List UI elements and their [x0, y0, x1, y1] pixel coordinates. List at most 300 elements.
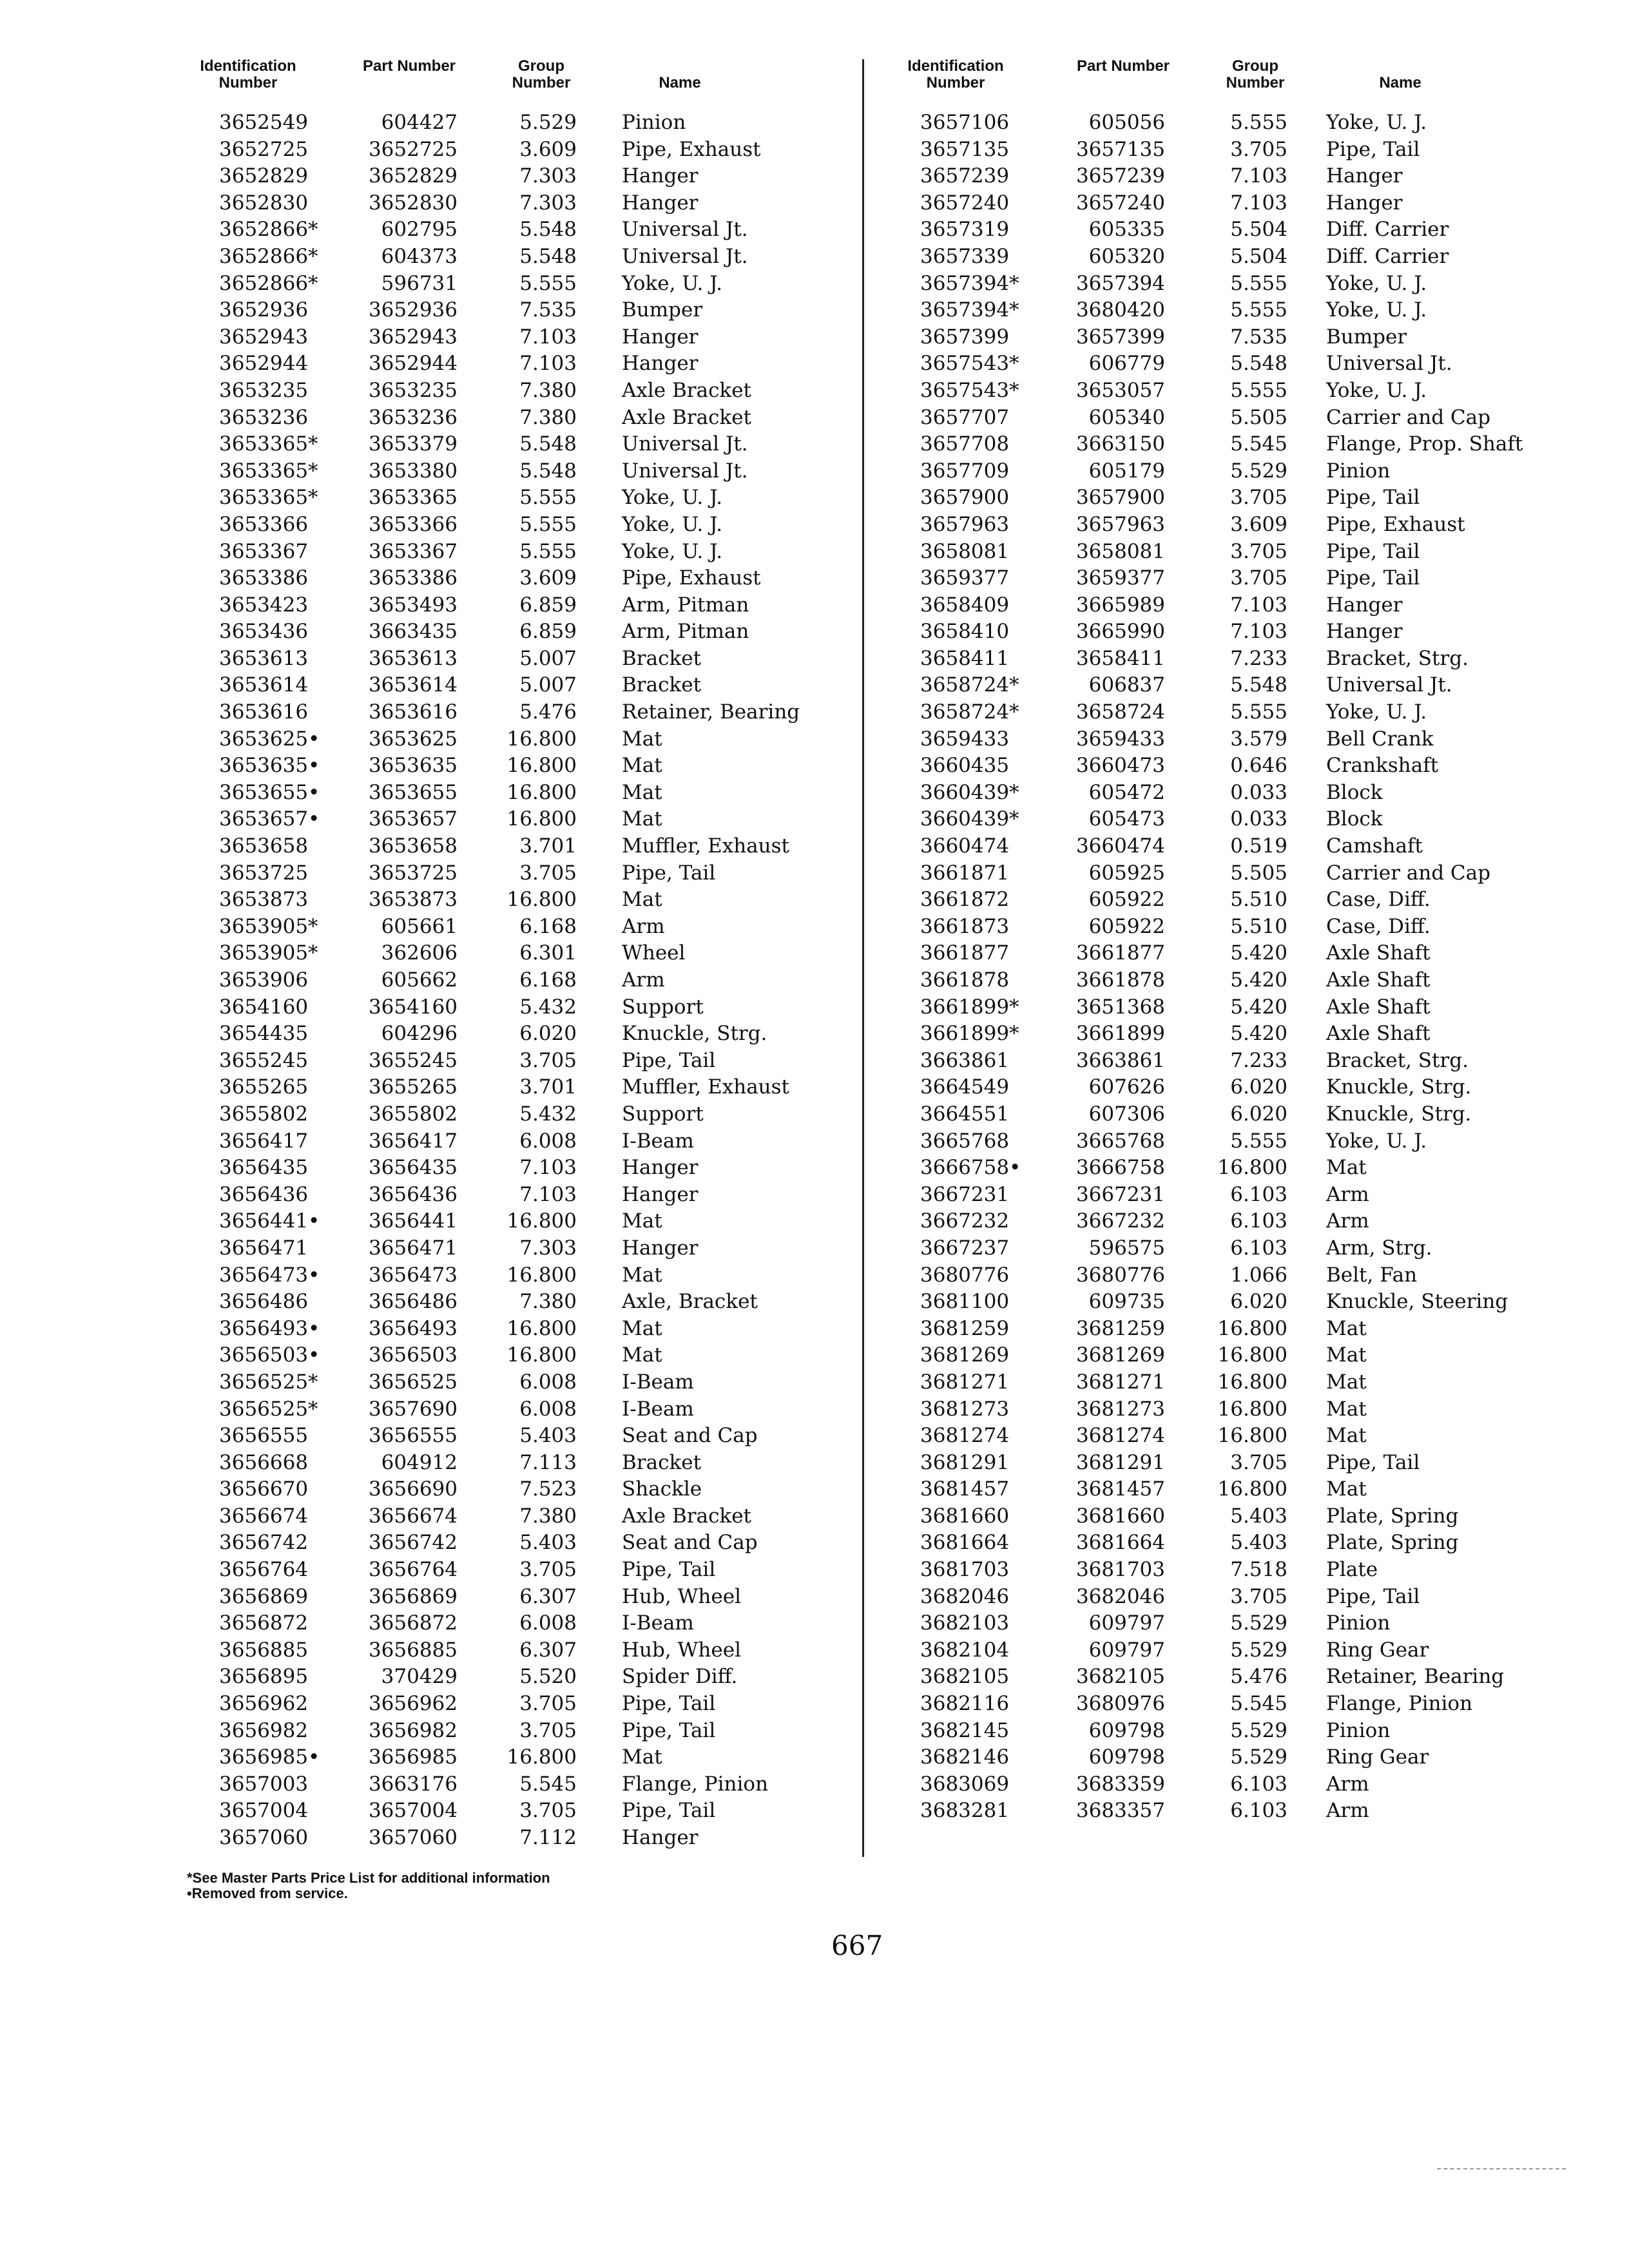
group-number-cell: 6.301 [519, 941, 577, 965]
identification-number-cell: 3653365* [219, 432, 318, 456]
part-name-cell: Seat and Cap [622, 1424, 758, 1448]
part-number-cell: 609797 [1088, 1638, 1165, 1662]
right-table-body [888, 110, 1552, 1825]
table-row [888, 1530, 1552, 1557]
identification-number-cell: 3661899* [920, 1022, 1019, 1046]
identification-number-cell: 3660474 [920, 834, 1010, 858]
group-number-cell: 7.303 [519, 191, 577, 215]
identification-number-cell: 3657707 [920, 405, 1010, 429]
group-number-cell: 3.705 [519, 1558, 577, 1582]
group-number-cell: 16.800 [506, 1343, 577, 1367]
identification-number-cell: 3657900 [920, 486, 1010, 510]
part-number-cell: 3656471 [368, 1236, 458, 1260]
identification-number-cell: 3680776 [920, 1263, 1010, 1287]
group-number-cell: 5.548 [519, 244, 577, 268]
part-name-cell: Bell Crank [1326, 727, 1434, 751]
part-name-cell: Hanger [622, 325, 699, 349]
part-name-cell: Case, Diff. [1326, 888, 1431, 912]
identification-number-cell: 3652866* [219, 218, 318, 242]
part-number-cell: 3657394 [1075, 271, 1165, 295]
identification-number-cell: 3656668 [219, 1450, 309, 1474]
group-number-cell: 7.103 [1230, 593, 1287, 617]
identification-number-cell: 3683069 [920, 1772, 1010, 1796]
identification-number-cell: 3656674 [219, 1504, 309, 1528]
part-name-cell: Ring Gear [1326, 1745, 1429, 1769]
identification-number-cell: 3653614 [219, 673, 309, 697]
part-name-cell: Axle Shaft [1326, 941, 1431, 965]
table-row [187, 405, 834, 432]
part-name-cell: Support [622, 1102, 704, 1126]
part-name-cell: Pipe, Exhaust [622, 566, 761, 590]
part-name-cell: I-Beam [622, 1370, 694, 1394]
part-number-cell: 3657135 [1075, 137, 1165, 161]
part-number-cell: 3653635 [368, 754, 458, 778]
table-row [187, 297, 834, 324]
identification-number-cell: 3657394* [920, 271, 1019, 295]
identification-number-cell: 3681660 [920, 1504, 1010, 1528]
identification-number-cell: 3657394* [920, 298, 1019, 322]
identification-number-cell: 3657060 [219, 1826, 309, 1849]
identification-number-cell: 3653616 [219, 700, 309, 724]
group-number-cell: 5.403 [519, 1424, 577, 1448]
scan-edge-mark [1437, 2168, 1566, 2171]
part-number-cell: 606837 [1088, 673, 1165, 697]
table-row [187, 1289, 834, 1316]
group-number-cell: 5.555 [1230, 271, 1287, 295]
part-name-cell: I-Beam [622, 1129, 694, 1153]
table-row [187, 1235, 834, 1262]
part-number-cell: 3656885 [368, 1638, 458, 1662]
part-name-cell: Axle Bracket [622, 1504, 752, 1528]
part-name-cell: Mat [622, 754, 662, 778]
part-number-cell: 3652830 [368, 191, 458, 215]
identification-number-cell: 3663861 [920, 1048, 1010, 1072]
group-number-cell: 5.403 [519, 1531, 577, 1555]
identification-number-cell: 3681703 [920, 1558, 1010, 1582]
table-row [888, 324, 1552, 351]
group-number-cell: 3.609 [1230, 512, 1287, 536]
header-part-number: Part Number [362, 57, 456, 75]
identification-number-cell: 3667232 [920, 1209, 1010, 1233]
part-number-cell: 3661878 [1075, 968, 1165, 992]
table-row [187, 887, 834, 914]
table-row [187, 1530, 834, 1557]
part-name-cell: Carrier and Cap [1326, 861, 1490, 885]
part-number-cell: 3656435 [368, 1156, 458, 1180]
table-row [187, 1155, 834, 1182]
part-name-cell: Pipe, Exhaust [1326, 512, 1465, 536]
part-number-cell: 3682046 [1075, 1584, 1165, 1608]
table-row [888, 1155, 1552, 1182]
part-name-cell: Ring Gear [1326, 1638, 1429, 1662]
table-row [888, 431, 1552, 458]
part-number-cell: 3665989 [1075, 593, 1165, 617]
part-name-cell: Hanger [1326, 191, 1403, 215]
group-number-cell: 3.705 [519, 1692, 577, 1716]
part-number-cell: 604912 [381, 1450, 458, 1474]
identification-number-cell: 3653906 [219, 968, 309, 992]
identification-number-cell: 3653367 [219, 539, 309, 563]
identification-number-cell: 3652829 [219, 164, 309, 188]
identification-number-cell: 3653365* [219, 486, 318, 510]
table-row [888, 110, 1552, 137]
group-number-cell: 6.859 [519, 593, 577, 617]
group-number-cell: 5.548 [1230, 673, 1287, 697]
group-number-cell: 7.380 [519, 405, 577, 429]
group-number-cell: 0.646 [1230, 754, 1287, 778]
group-number-cell: 6.008 [519, 1370, 577, 1394]
group-number-cell: 16.800 [506, 1316, 577, 1340]
identification-number-cell: 3657339 [920, 244, 1010, 268]
table-row [888, 1289, 1552, 1316]
table-row [187, 1101, 834, 1128]
identification-number-cell: 3653386 [219, 566, 309, 590]
part-number-cell: 3652829 [368, 164, 458, 188]
part-name-cell: Muffler, Exhaust [622, 834, 790, 858]
group-number-cell: 16.800 [506, 727, 577, 751]
group-number-cell: 16.800 [506, 1209, 577, 1233]
table-row [888, 1048, 1552, 1075]
group-number-cell: 5.555 [1230, 1129, 1287, 1153]
footnotes [187, 1870, 550, 1901]
table-row [187, 110, 834, 137]
part-number-cell: 3655802 [368, 1102, 458, 1126]
part-name-cell: I-Beam [622, 1611, 694, 1635]
part-name-cell: Yoke, U. J. [1326, 378, 1427, 402]
group-number-cell: 6.008 [519, 1397, 577, 1421]
part-number-cell: 3653873 [368, 888, 458, 912]
table-row [888, 860, 1552, 887]
part-number-cell: 605320 [1088, 244, 1165, 268]
group-number-cell: 3.701 [519, 1075, 577, 1099]
part-number-cell: 3654160 [368, 995, 458, 1019]
identification-number-cell: 3655245 [219, 1048, 309, 1072]
identification-number-cell: 3666758• [920, 1156, 1021, 1180]
part-name-cell: Pipe, Tail [622, 1048, 716, 1072]
identification-number-cell: 3653905* [219, 941, 318, 965]
part-number-cell: 3656742 [368, 1531, 458, 1555]
part-number-cell: 3681703 [1075, 1558, 1165, 1582]
table-row [888, 619, 1552, 646]
identification-number-cell: 3682146 [920, 1745, 1010, 1769]
part-name-cell: Hanger [622, 1156, 699, 1180]
part-name-cell: Yoke, U. J. [622, 486, 723, 510]
identification-number-cell: 3656435 [219, 1156, 309, 1180]
part-number-cell: 3653657 [368, 807, 458, 831]
part-name-cell: Axle Bracket [622, 378, 752, 402]
identification-number-cell: 3665768 [920, 1129, 1010, 1153]
part-name-cell: Spider Diff. [622, 1665, 738, 1689]
identification-number-cell: 3682116 [920, 1692, 1010, 1716]
table-row [187, 780, 834, 807]
table-row [888, 1557, 1552, 1584]
identification-number-cell: 3657399 [920, 325, 1010, 349]
part-number-cell: 3681291 [1075, 1450, 1165, 1474]
header-name: Name [1379, 74, 1422, 91]
identification-number-cell: 3654160 [219, 995, 309, 1019]
table-row [888, 1262, 1552, 1289]
part-name-cell: Universal Jt. [622, 244, 748, 268]
part-name-cell: Yoke, U. J. [622, 512, 723, 536]
group-number-cell: 6.008 [519, 1129, 577, 1153]
part-name-cell: Arm [622, 914, 665, 938]
part-name-cell: Arm [1326, 1772, 1369, 1796]
part-name-cell: Yoke, U. J. [1326, 700, 1427, 724]
identification-number-cell: 3656985• [219, 1745, 320, 1769]
part-name-cell: Hanger [622, 352, 699, 376]
identification-number-cell: 3653625• [219, 727, 320, 751]
part-number-cell: 3683359 [1075, 1772, 1165, 1796]
identification-number-cell: 3681457 [920, 1477, 1010, 1501]
column-divider [862, 59, 864, 1857]
part-number-cell: 3653725 [368, 861, 458, 885]
group-number-cell: 6.020 [519, 1022, 577, 1046]
group-number-cell: 7.380 [519, 1504, 577, 1528]
group-number-cell: 5.420 [1230, 968, 1287, 992]
group-number-cell: 16.800 [1217, 1424, 1287, 1448]
identification-number-cell: 3656962 [219, 1692, 309, 1716]
part-number-cell: 3652944 [368, 352, 458, 376]
group-number-cell: 16.800 [506, 754, 577, 778]
group-number-cell: 5.555 [519, 486, 577, 510]
group-number-cell: 16.800 [1217, 1156, 1287, 1180]
part-name-cell: Arm [1326, 1209, 1369, 1233]
table-row [888, 699, 1552, 726]
identification-number-cell: 3681664 [920, 1531, 1010, 1555]
part-number-cell: 605661 [381, 914, 458, 938]
part-number-cell: 3657060 [368, 1826, 458, 1849]
table-row [888, 512, 1552, 539]
part-name-cell: Mat [622, 780, 662, 804]
group-number-cell: 16.800 [1217, 1343, 1287, 1367]
identification-number-cell: 3656525* [219, 1397, 318, 1421]
group-number-cell: 6.103 [1230, 1799, 1287, 1823]
footnote-asterisk: *See Master Parts Price List for additional information [187, 1870, 550, 1886]
part-number-cell: 605340 [1088, 405, 1165, 429]
part-name-cell: Bumper [1326, 325, 1407, 349]
identification-number-cell: 3660439* [920, 807, 1019, 831]
part-name-cell: Mat [622, 1316, 662, 1340]
group-number-cell: 0.033 [1230, 807, 1287, 831]
part-name-cell: Pipe, Tail [1326, 1450, 1420, 1474]
part-number-cell: 3653658 [368, 834, 458, 858]
part-number-cell: 3652943 [368, 325, 458, 349]
identification-number-cell: 3658411 [920, 646, 1010, 670]
table-row [187, 1396, 834, 1423]
table-row [888, 378, 1552, 405]
group-number-cell: 6.168 [519, 968, 577, 992]
group-number-cell: 5.476 [1230, 1665, 1287, 1689]
part-name-cell: Pipe, Tail [1326, 539, 1420, 563]
part-name-cell: Knuckle, Strg. [1326, 1075, 1472, 1099]
table-row [888, 726, 1552, 753]
group-number-cell: 5.505 [1230, 405, 1287, 429]
part-name-cell: Mat [1326, 1477, 1367, 1501]
group-number-cell: 6.020 [1230, 1102, 1287, 1126]
part-number-cell: 370429 [381, 1665, 458, 1689]
table-row [187, 1825, 834, 1852]
table-row [888, 1610, 1552, 1637]
part-name-cell: Pipe, Tail [622, 1718, 716, 1742]
group-number-cell: 7.112 [519, 1826, 577, 1849]
part-name-cell: Hanger [622, 1182, 699, 1206]
table-row [888, 994, 1552, 1021]
group-number-cell: 5.555 [1230, 700, 1287, 724]
part-name-cell: Flange, Pinion [622, 1772, 769, 1796]
table-row [187, 512, 834, 539]
group-number-cell: 7.103 [519, 325, 577, 349]
part-name-cell: Yoke, U. J. [1326, 111, 1427, 134]
part-number-cell: 605473 [1088, 807, 1165, 831]
identification-number-cell: 3656417 [219, 1129, 309, 1153]
table-row [187, 1798, 834, 1825]
identification-number-cell: 3661871 [920, 861, 1010, 885]
part-name-cell: Mat [622, 727, 662, 751]
table-row [187, 1771, 834, 1798]
table-row [888, 780, 1552, 807]
identification-number-cell: 3656441• [219, 1209, 320, 1233]
part-number-cell: 605662 [381, 968, 458, 992]
identification-number-cell: 3653236 [219, 405, 309, 429]
identification-number-cell: 3652549 [219, 111, 309, 134]
table-row [187, 994, 834, 1021]
identification-number-cell: 3656764 [219, 1558, 309, 1582]
part-number-cell: 3653386 [368, 566, 458, 590]
table-row [888, 137, 1552, 164]
part-name-cell: Mat [1326, 1156, 1367, 1180]
part-name-cell: Yoke, U. J. [1326, 271, 1427, 295]
identification-number-cell: 3656670 [219, 1477, 309, 1501]
group-number-cell: 0.033 [1230, 780, 1287, 804]
part-name-cell: Mat [622, 1209, 662, 1233]
part-number-cell: 607306 [1088, 1102, 1165, 1126]
identification-number-cell: 3657543* [920, 378, 1019, 402]
group-number-cell: 5.403 [1230, 1531, 1287, 1555]
table-row [187, 1691, 834, 1718]
header-identification-number: Identification Number [200, 57, 296, 91]
group-number-cell: 5.545 [519, 1772, 577, 1796]
part-name-cell: Knuckle, Strg. [622, 1022, 767, 1046]
part-name-cell: Pipe, Tail [1326, 486, 1420, 510]
part-name-cell: Mat [1326, 1397, 1367, 1421]
table-row [888, 887, 1552, 914]
part-number-cell: 3663176 [368, 1772, 458, 1796]
table-row [888, 806, 1552, 833]
part-name-cell: Yoke, U. J. [622, 539, 723, 563]
identification-number-cell: 3656885 [219, 1638, 309, 1662]
identification-number-cell: 3658724* [920, 700, 1019, 724]
part-name-cell: Universal Jt. [622, 459, 748, 483]
table-row [187, 216, 834, 244]
table-row [888, 1182, 1552, 1209]
part-name-cell: Diff. Carrier [1326, 218, 1449, 242]
identification-number-cell: 3661877 [920, 941, 1010, 965]
identification-number-cell: 3657543* [920, 352, 1019, 376]
part-number-cell: 3663861 [1075, 1048, 1165, 1072]
table-row [888, 1450, 1552, 1477]
part-name-cell: Pinion [622, 111, 686, 134]
table-row [888, 1396, 1552, 1423]
part-name-cell: Yoke, U. J. [1326, 1129, 1427, 1153]
table-row [888, 244, 1552, 271]
identification-number-cell: 3656473• [219, 1263, 320, 1287]
table-row [888, 914, 1552, 941]
group-number-cell: 7.303 [519, 1236, 577, 1260]
table-row [187, 699, 834, 726]
table-row [888, 271, 1552, 298]
table-row [187, 1423, 834, 1450]
part-number-cell: 605056 [1088, 111, 1165, 134]
table-row [888, 753, 1552, 780]
identification-number-cell: 3657004 [219, 1799, 309, 1823]
part-name-cell: Pipe, Tail [1326, 566, 1420, 590]
group-number-cell: 3.705 [519, 1718, 577, 1742]
identification-number-cell: 3683281 [920, 1799, 1010, 1823]
group-number-cell: 5.432 [519, 1102, 577, 1126]
part-number-cell: 3658411 [1075, 646, 1165, 670]
part-number-cell: 3661877 [1075, 941, 1165, 965]
part-number-cell: 3660473 [1075, 754, 1165, 778]
identification-number-cell: 3658409 [920, 593, 1010, 617]
part-name-cell: Bracket, Strg. [1326, 646, 1469, 670]
table-row [187, 1128, 834, 1155]
part-name-cell: Arm, Pitman [622, 593, 749, 617]
part-name-cell: Pipe, Tail [622, 1692, 716, 1716]
table-row [187, 1557, 834, 1584]
part-number-cell: 3667231 [1075, 1182, 1165, 1206]
group-number-cell: 16.800 [506, 888, 577, 912]
group-number-cell: 7.523 [519, 1477, 577, 1501]
part-number-cell: 602795 [381, 218, 458, 242]
identification-number-cell: 3656493• [219, 1316, 320, 1340]
table-row [888, 1101, 1552, 1128]
part-name-cell: Wheel [622, 941, 686, 965]
part-number-cell: 3681259 [1075, 1316, 1165, 1340]
part-name-cell: Pinion [1326, 1611, 1391, 1635]
identification-number-cell: 3656436 [219, 1182, 309, 1206]
table-row [187, 1610, 834, 1637]
part-number-cell: 3655265 [368, 1075, 458, 1099]
part-name-cell: Pipe, Tail [622, 861, 716, 885]
table-row [187, 1584, 834, 1611]
footnote-bullet: •Removed from service. [187, 1885, 348, 1901]
part-number-cell: 3657963 [1075, 512, 1165, 536]
part-number-cell: 3656417 [368, 1129, 458, 1153]
part-number-cell: 362606 [381, 941, 458, 965]
group-number-cell: 7.233 [1230, 1048, 1287, 1072]
part-name-cell: Flange, Prop. Shaft [1326, 432, 1523, 456]
group-number-cell: 5.555 [1230, 378, 1287, 402]
identification-number-cell: 3656503• [219, 1343, 320, 1367]
group-number-cell: 7.535 [519, 298, 577, 322]
group-number-cell: 3.705 [1230, 137, 1287, 161]
part-number-cell: 3681271 [1075, 1370, 1165, 1394]
part-number-cell: 3659433 [1075, 727, 1165, 751]
part-name-cell: Mat [622, 1263, 662, 1287]
identification-number-cell: 3653366 [219, 512, 309, 536]
part-name-cell: Hanger [622, 1236, 699, 1260]
group-number-cell: 1.066 [1230, 1263, 1287, 1287]
part-number-cell: 3656525 [368, 1370, 458, 1394]
identification-number-cell: 3667231 [920, 1182, 1010, 1206]
identification-number-cell: 3652866* [219, 271, 318, 295]
table-row [888, 1718, 1552, 1745]
part-number-cell: 3665990 [1075, 620, 1165, 644]
table-row [187, 672, 834, 699]
table-row [187, 378, 834, 405]
part-number-cell: 3653493 [368, 593, 458, 617]
table-row [187, 726, 834, 753]
